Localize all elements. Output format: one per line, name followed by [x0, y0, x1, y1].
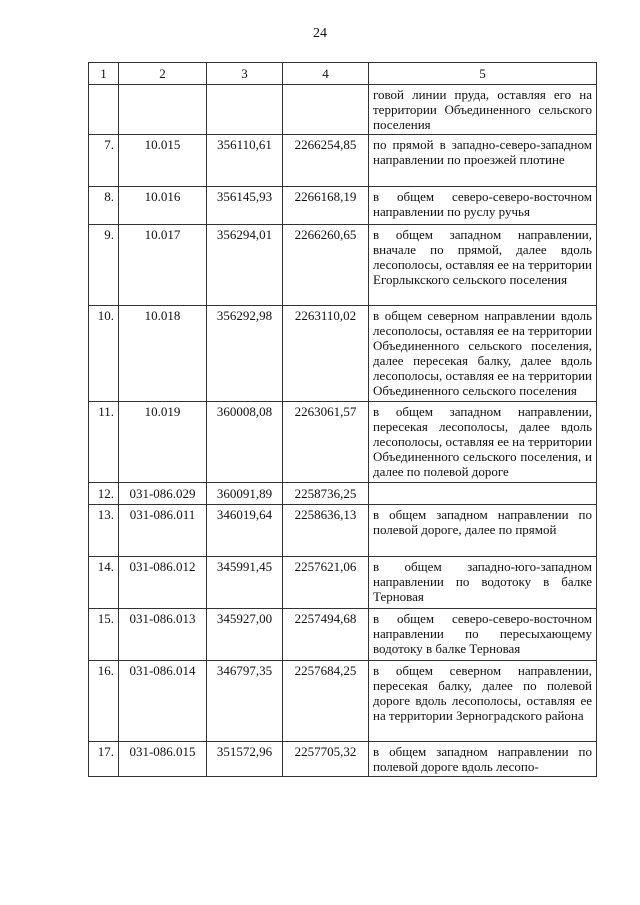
- table-row: [89, 609, 597, 661]
- row-number: 15.: [89, 609, 119, 661]
- table-header-row: [89, 63, 597, 85]
- boundary-description: в общем северном направлении, пересекая балку, далее по полевой дороге вдоль лесополосы, оставляя ее на территории Зерноградского района: [369, 661, 597, 742]
- table-row: [89, 306, 597, 402]
- table-row: [89, 85, 597, 135]
- coord-y: [283, 85, 369, 135]
- row-number: 13.: [89, 505, 119, 557]
- row-number: 12.: [89, 483, 119, 505]
- row-number: 8.: [89, 187, 119, 225]
- table-row: [89, 225, 597, 306]
- boundary-description: в общем северо-северо-восточном направлении по пересыхающему водотоку в балке Терновая: [369, 609, 597, 661]
- coord-y: 2257621,06: [283, 557, 369, 609]
- coord-y: 2257684,25: [283, 661, 369, 742]
- point-id: 031-086.029: [119, 483, 207, 505]
- coord-x: [207, 85, 283, 135]
- table-row: [89, 742, 597, 777]
- point-id: 10.015: [119, 135, 207, 187]
- coord-x: 356294,01: [207, 225, 283, 306]
- coord-y: 2266254,85: [283, 135, 369, 187]
- coord-x: 356292,98: [207, 306, 283, 402]
- coord-x: 346797,35: [207, 661, 283, 742]
- coord-x: 356145,93: [207, 187, 283, 225]
- point-id: 10.016: [119, 187, 207, 225]
- coord-y: 2266260,65: [283, 225, 369, 306]
- boundary-table: [88, 62, 597, 777]
- coord-x: 351572,96: [207, 742, 283, 777]
- point-id: 031-086.011: [119, 505, 207, 557]
- header-col-4: 4: [283, 63, 369, 85]
- row-number: 10.: [89, 306, 119, 402]
- row-number: [89, 85, 119, 135]
- table-row: [89, 505, 597, 557]
- table-row: [89, 135, 597, 187]
- point-id: 031-086.013: [119, 609, 207, 661]
- row-number: 17.: [89, 742, 119, 777]
- point-id: [119, 85, 207, 135]
- coord-x: 345991,45: [207, 557, 283, 609]
- coord-x: 356110,61: [207, 135, 283, 187]
- row-number: 9.: [89, 225, 119, 306]
- table-row: [89, 557, 597, 609]
- coord-y: 2257494,68: [283, 609, 369, 661]
- row-number: 16.: [89, 661, 119, 742]
- boundary-description: в общем западном направлении по полевой дороге вдоль лесопо-: [369, 742, 597, 777]
- coord-y: 2266168,19: [283, 187, 369, 225]
- boundary-description: в общем западном направлении по полевой дороге, далее по прямой: [369, 505, 597, 557]
- boundary-description: в общем северном направлении вдоль лесополосы, оставляя ее на территории Объединенного сельского поселения, далее пересекая балку, далее вдоль лесополосы, оставляя ее на территории Объединенного сельского поселения: [369, 306, 597, 402]
- page-number: 24: [313, 26, 327, 41]
- row-number: 14.: [89, 557, 119, 609]
- point-id: 10.017: [119, 225, 207, 306]
- coord-x: 346019,64: [207, 505, 283, 557]
- row-number: 11.: [89, 402, 119, 483]
- point-id: 031-086.014: [119, 661, 207, 742]
- header-col-1: 1: [89, 63, 119, 85]
- boundary-description: в общем западном направлении, пересекая лесополосы, далее вдоль лесополосы, оставляя ее на территории Объединенного сельского поселения, и далее по полевой дороге: [369, 402, 597, 483]
- coord-y: 2258736,25: [283, 483, 369, 505]
- coord-y: 2258636,13: [283, 505, 369, 557]
- table-row: [89, 402, 597, 483]
- boundary-description: [369, 483, 597, 505]
- header-col-5: 5: [369, 63, 597, 85]
- boundary-description: по прямой в западно-северо-западном направлении по проезжей плотине: [369, 135, 597, 187]
- point-id: 031-086.012: [119, 557, 207, 609]
- coord-x: 360091,89: [207, 483, 283, 505]
- table-row: [89, 661, 597, 742]
- boundary-description: в общем северо-северо-восточном направлении по руслу ручья: [369, 187, 597, 225]
- point-id: 10.018: [119, 306, 207, 402]
- header-col-2: 2: [119, 63, 207, 85]
- coord-x: 360008,08: [207, 402, 283, 483]
- coord-y: 2263061,57: [283, 402, 369, 483]
- coord-y: 2257705,32: [283, 742, 369, 777]
- table-row: [89, 483, 597, 505]
- header-col-3: 3: [207, 63, 283, 85]
- row-number: 7.: [89, 135, 119, 187]
- point-id: 10.019: [119, 402, 207, 483]
- boundary-description: в общем западно-юго-западном направлении по водотоку в балке Терновая: [369, 557, 597, 609]
- boundary-description: в общем западном направлении, вначале по прямой, далее вдоль лесополосы, оставляя ее на территории Егорлыкского сельского поселения: [369, 225, 597, 306]
- boundary-description: говой линии пруда, оставляя его на территории Объединенного сельского поселения: [369, 85, 597, 135]
- coord-y: 2263110,02: [283, 306, 369, 402]
- coord-x: 345927,00: [207, 609, 283, 661]
- point-id: 031-086.015: [119, 742, 207, 777]
- table-row: [89, 187, 597, 225]
